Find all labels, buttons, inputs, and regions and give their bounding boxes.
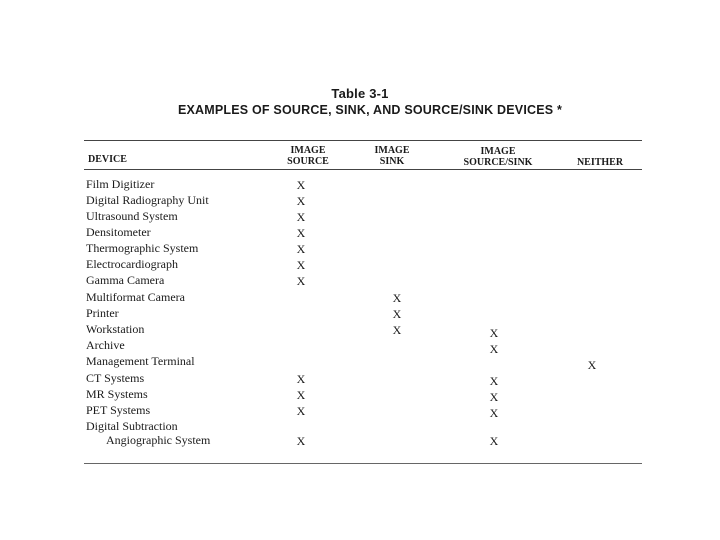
source-mark: X xyxy=(296,194,306,208)
header-device: DEVICE xyxy=(88,154,127,165)
source-mark: X xyxy=(296,404,306,418)
device-name: Workstation xyxy=(86,322,145,336)
table-row xyxy=(0,209,720,225)
device-name: Archive xyxy=(86,338,125,352)
device-name: CT Systems xyxy=(86,371,145,385)
table-row xyxy=(0,290,720,306)
table-row xyxy=(0,387,720,403)
source-mark: X xyxy=(296,388,306,402)
table-row xyxy=(0,371,720,387)
sink-mark: X xyxy=(392,291,402,305)
header-image-sink xyxy=(357,145,427,167)
table-row xyxy=(0,306,720,322)
source-mark: X xyxy=(296,226,306,240)
source-mark: X xyxy=(296,242,306,256)
source-mark: X xyxy=(296,274,306,288)
header-rule xyxy=(84,169,642,170)
table-row xyxy=(0,273,720,289)
header-image-source xyxy=(273,145,343,167)
header-image-source-sink xyxy=(448,146,548,168)
table-row xyxy=(0,193,720,209)
bottom-rule xyxy=(84,463,642,464)
device-name: Electrocardiograph xyxy=(86,257,178,271)
device-name: Printer xyxy=(86,306,119,320)
device-name: Digital Radiography Unit xyxy=(86,193,209,207)
device-name: Management Terminal xyxy=(86,354,195,368)
device-name: MR Systems xyxy=(86,387,148,401)
table-row xyxy=(0,433,720,449)
device-name: Digital Subtraction xyxy=(86,419,178,433)
device-name: Multiformat Camera xyxy=(86,290,185,304)
source-sink-mark: X xyxy=(489,406,499,420)
table-row xyxy=(0,177,720,193)
device-name: Thermographic System xyxy=(86,241,199,255)
table-row xyxy=(0,354,720,370)
table-title: Table 3-1 xyxy=(331,86,389,101)
header-neither: NEITHER xyxy=(576,157,624,168)
header-image-source-line1: IMAGE xyxy=(290,145,326,156)
table-row xyxy=(0,403,720,419)
source-sink-mark: X xyxy=(489,390,499,404)
sink-mark: X xyxy=(392,307,402,321)
table-row xyxy=(0,322,720,338)
device-name: Gamma Camera xyxy=(86,273,165,287)
device-name: Film Digitizer xyxy=(86,177,155,191)
neither-mark: X xyxy=(587,358,597,372)
sink-mark: X xyxy=(392,323,402,337)
header-image-source-sink-line2: SOURCE/SINK xyxy=(463,157,533,168)
header-image-source-line2: SOURCE xyxy=(287,156,329,167)
source-sink-mark: X xyxy=(489,342,499,356)
source-mark: X xyxy=(296,210,306,224)
device-name: Densitometer xyxy=(86,225,151,239)
device-name: PET Systems xyxy=(86,403,151,417)
source-sink-mark: X xyxy=(489,434,499,448)
table-row xyxy=(0,225,720,241)
source-sink-mark: X xyxy=(489,374,499,388)
source-mark: X xyxy=(296,434,306,448)
source-mark: X xyxy=(296,258,306,272)
header-image-sink-line1: IMAGE xyxy=(374,145,410,156)
table-row xyxy=(0,257,720,273)
table-row xyxy=(0,241,720,257)
source-mark: X xyxy=(296,372,306,386)
source-mark: X xyxy=(296,178,306,192)
device-name: Ultrasound System xyxy=(86,209,178,223)
header-image-source-sink-line1: IMAGE xyxy=(480,146,516,157)
table-row xyxy=(0,338,720,354)
table-subtitle: EXAMPLES OF SOURCE, SINK, AND SOURCE/SINK DEVICES * xyxy=(177,103,563,117)
header-image-sink-line2: SINK xyxy=(379,156,405,167)
source-sink-mark: X xyxy=(489,326,499,340)
device-name: Angiographic System xyxy=(106,433,211,447)
top-rule xyxy=(84,140,642,141)
